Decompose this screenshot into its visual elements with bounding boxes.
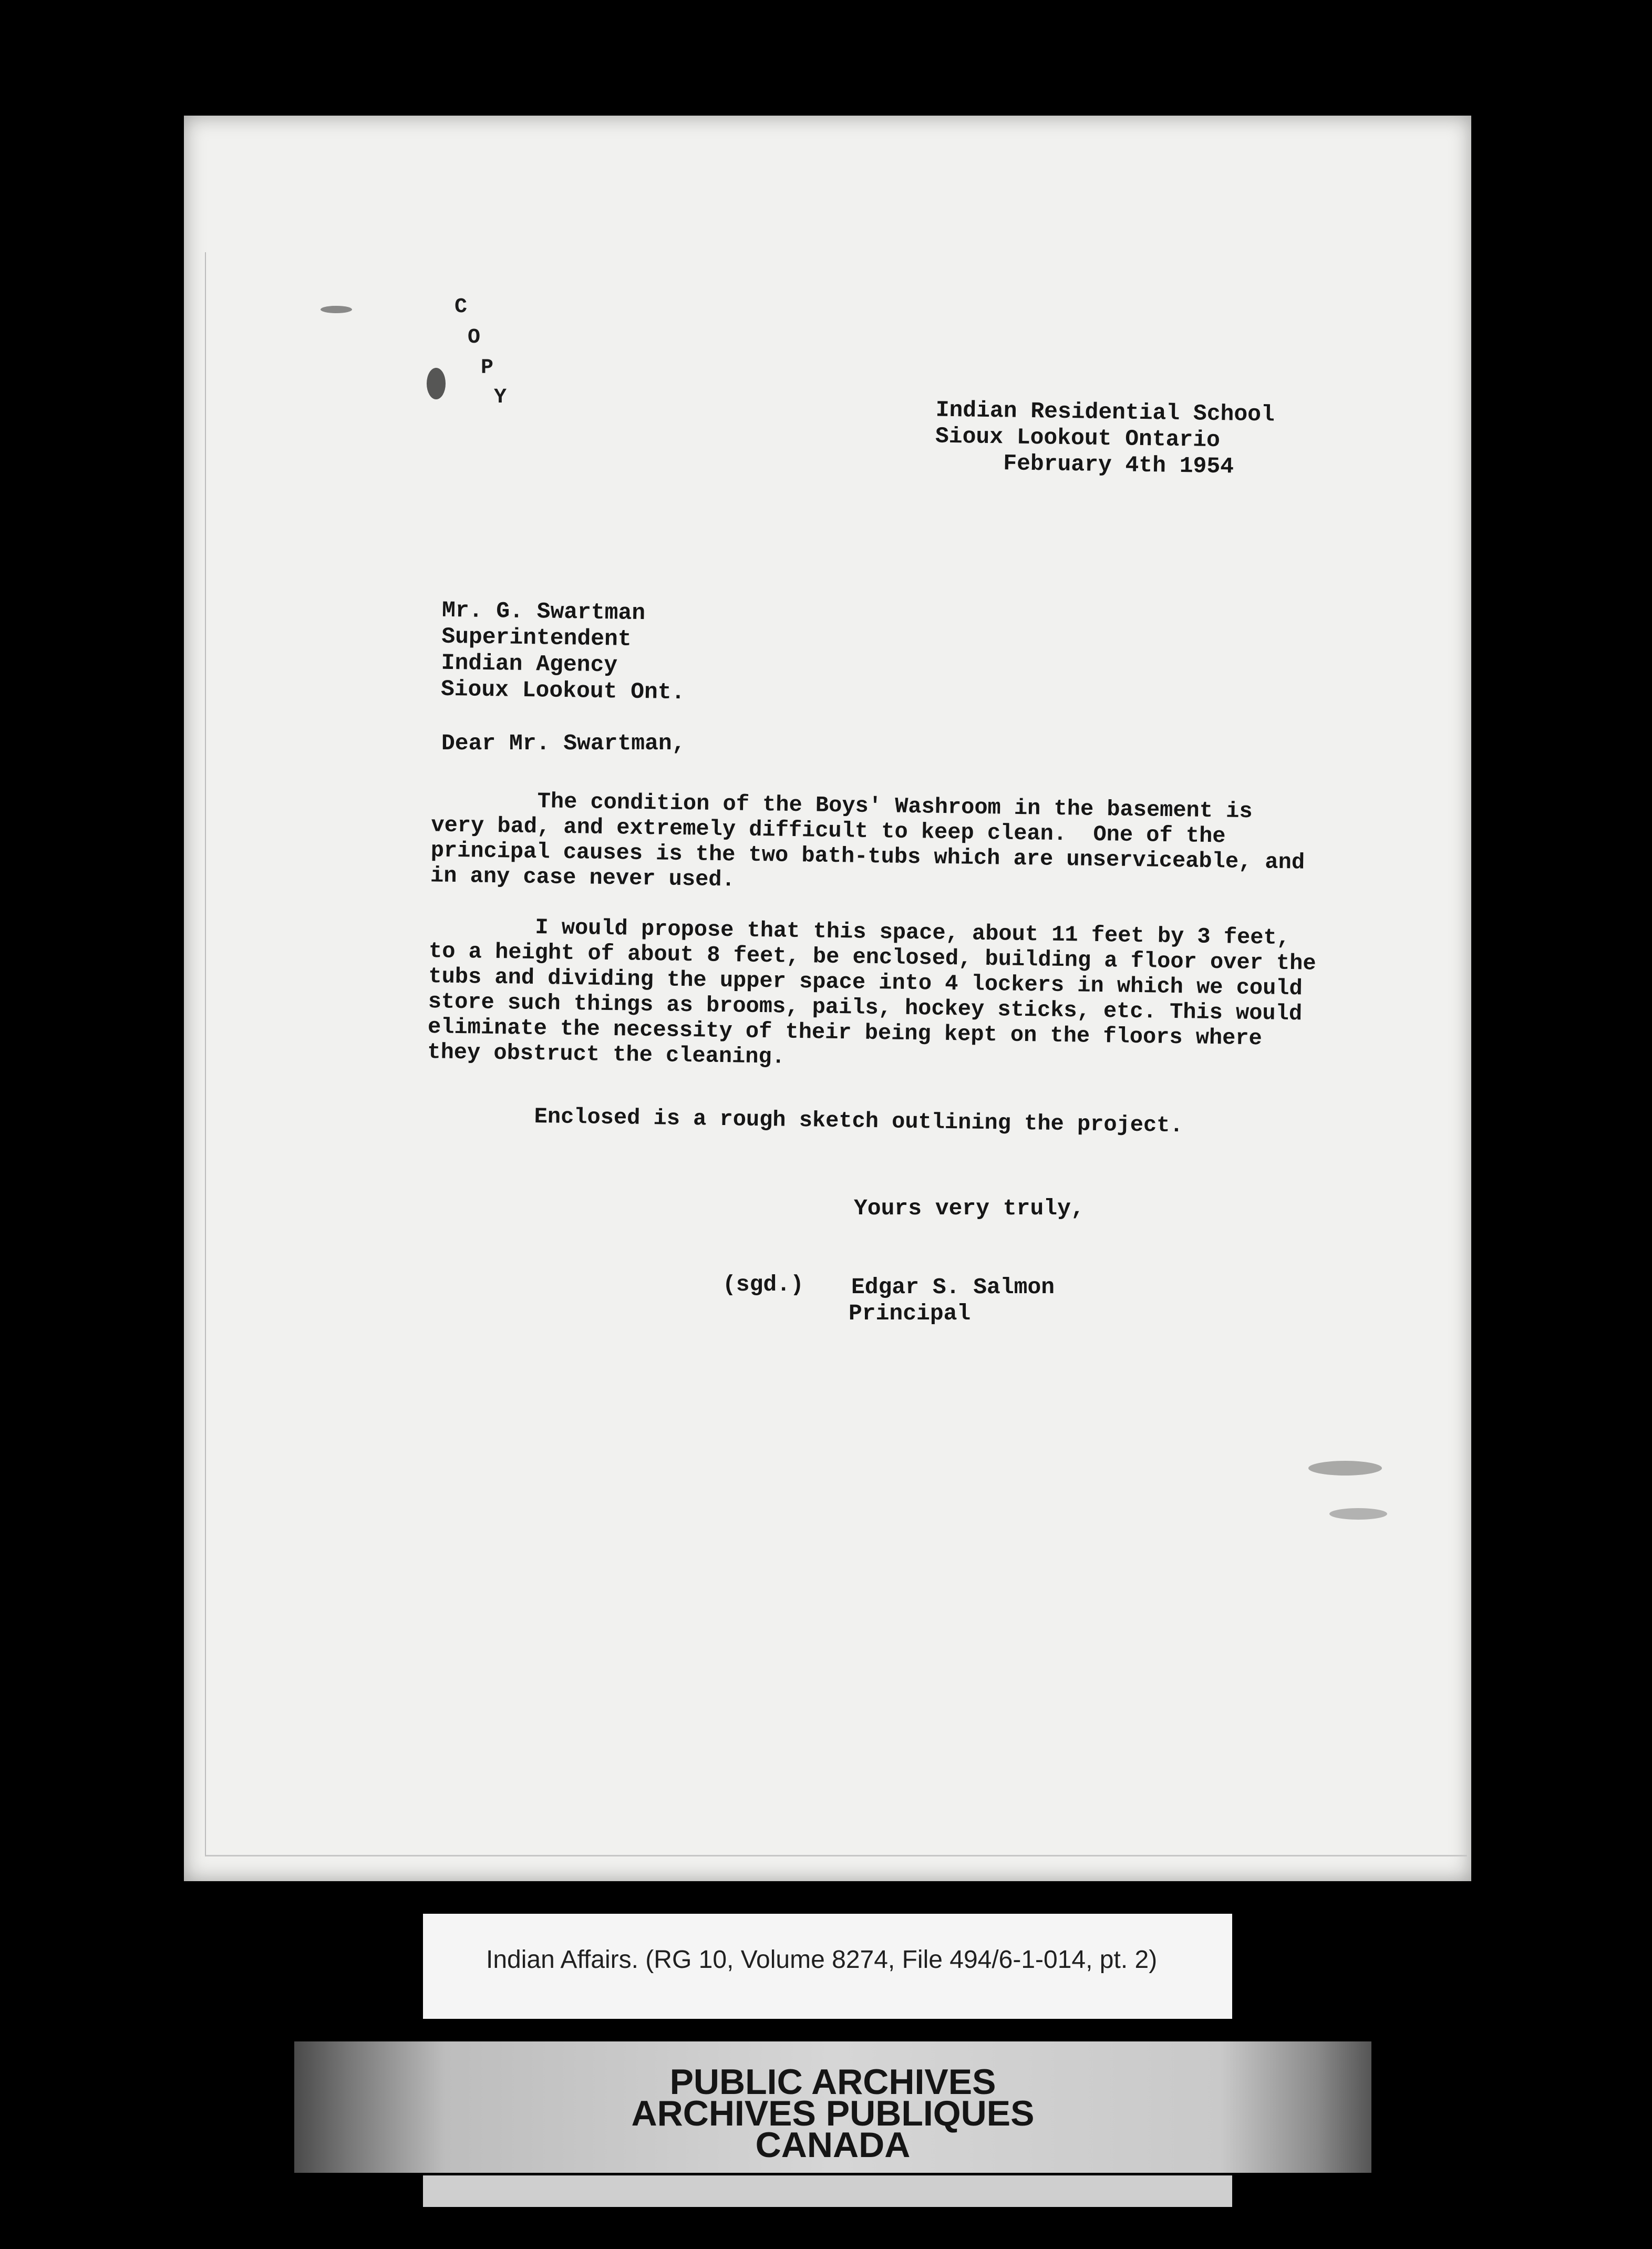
- bottom-label-strip: [423, 2175, 1232, 2207]
- signer-title: Principal: [849, 1301, 971, 1326]
- ink-smudge: [1329, 1508, 1387, 1520]
- recipient-line: Sioux Lookout Ont.: [440, 676, 685, 706]
- copy-letter-y: Y: [494, 386, 507, 409]
- body-paragraph: The condition of the Boys' Washroom in the basement is very bad, and extremely difficult to keep clean. One of the principal causes is the two bath-tubs which are unserviceable, and in any case never used.: [430, 787, 1318, 893]
- signed-marker: (sgd.): [722, 1272, 804, 1297]
- archive-stamp-line: CANADA: [755, 2125, 911, 2165]
- archive-stamp-line: ARCHIVES PUBLIQUES: [631, 2093, 1035, 2133]
- sender-address-line: Indian Residential School: [935, 397, 1275, 428]
- recipient-line: Mr. G. Swartman: [441, 597, 646, 626]
- sender-address-line: Sioux Lookout Ontario: [935, 423, 1221, 453]
- closing: Yours very truly,: [854, 1195, 1085, 1221]
- copy-letter-p: P: [481, 356, 494, 380]
- archive-stamp-strip: [294, 2041, 1371, 2173]
- copy-letter-o: O: [468, 326, 481, 349]
- ink-smudge: [427, 368, 446, 399]
- signer-name: Edgar S. Salmon: [851, 1274, 1055, 1300]
- copy-letter-c: C: [455, 295, 468, 319]
- letter-page: [184, 116, 1471, 1881]
- recipient-line: Superintendent: [441, 623, 632, 652]
- archive-reference-text: Indian Affairs. (RG 10, Volume 8274, File 494/6-1-014, pt. 2): [486, 1946, 1158, 1974]
- ink-smudge: [321, 306, 352, 313]
- salutation: Dear Mr. Swartman,: [441, 730, 686, 756]
- recipient-address: [441, 597, 686, 706]
- body-paragraph: Enclosed is a rough sketch outlining the project.: [428, 1102, 1183, 1139]
- body-paragraph: I would propose that this space, about 11 feet by 3 feet, to a height of about 8 feet, be enclosed, building a floor over the tubs and dividing the upper space into 4 lockers in which we could store such things as brooms, pails, hockey sticks, etc. This would eliminate the necessity of their being kept on the floors where they obstruct the cleaning.: [427, 913, 1330, 1070]
- archive-stamp-line: PUBLIC ARCHIVES: [669, 2062, 996, 2102]
- sender-address: [935, 397, 1275, 481]
- ink-smudge: [1308, 1461, 1382, 1476]
- archive-reference-label: [423, 1914, 1232, 2019]
- sender-address-line: February 4th 1954: [1003, 450, 1234, 480]
- recipient-line: Indian Agency: [441, 649, 618, 678]
